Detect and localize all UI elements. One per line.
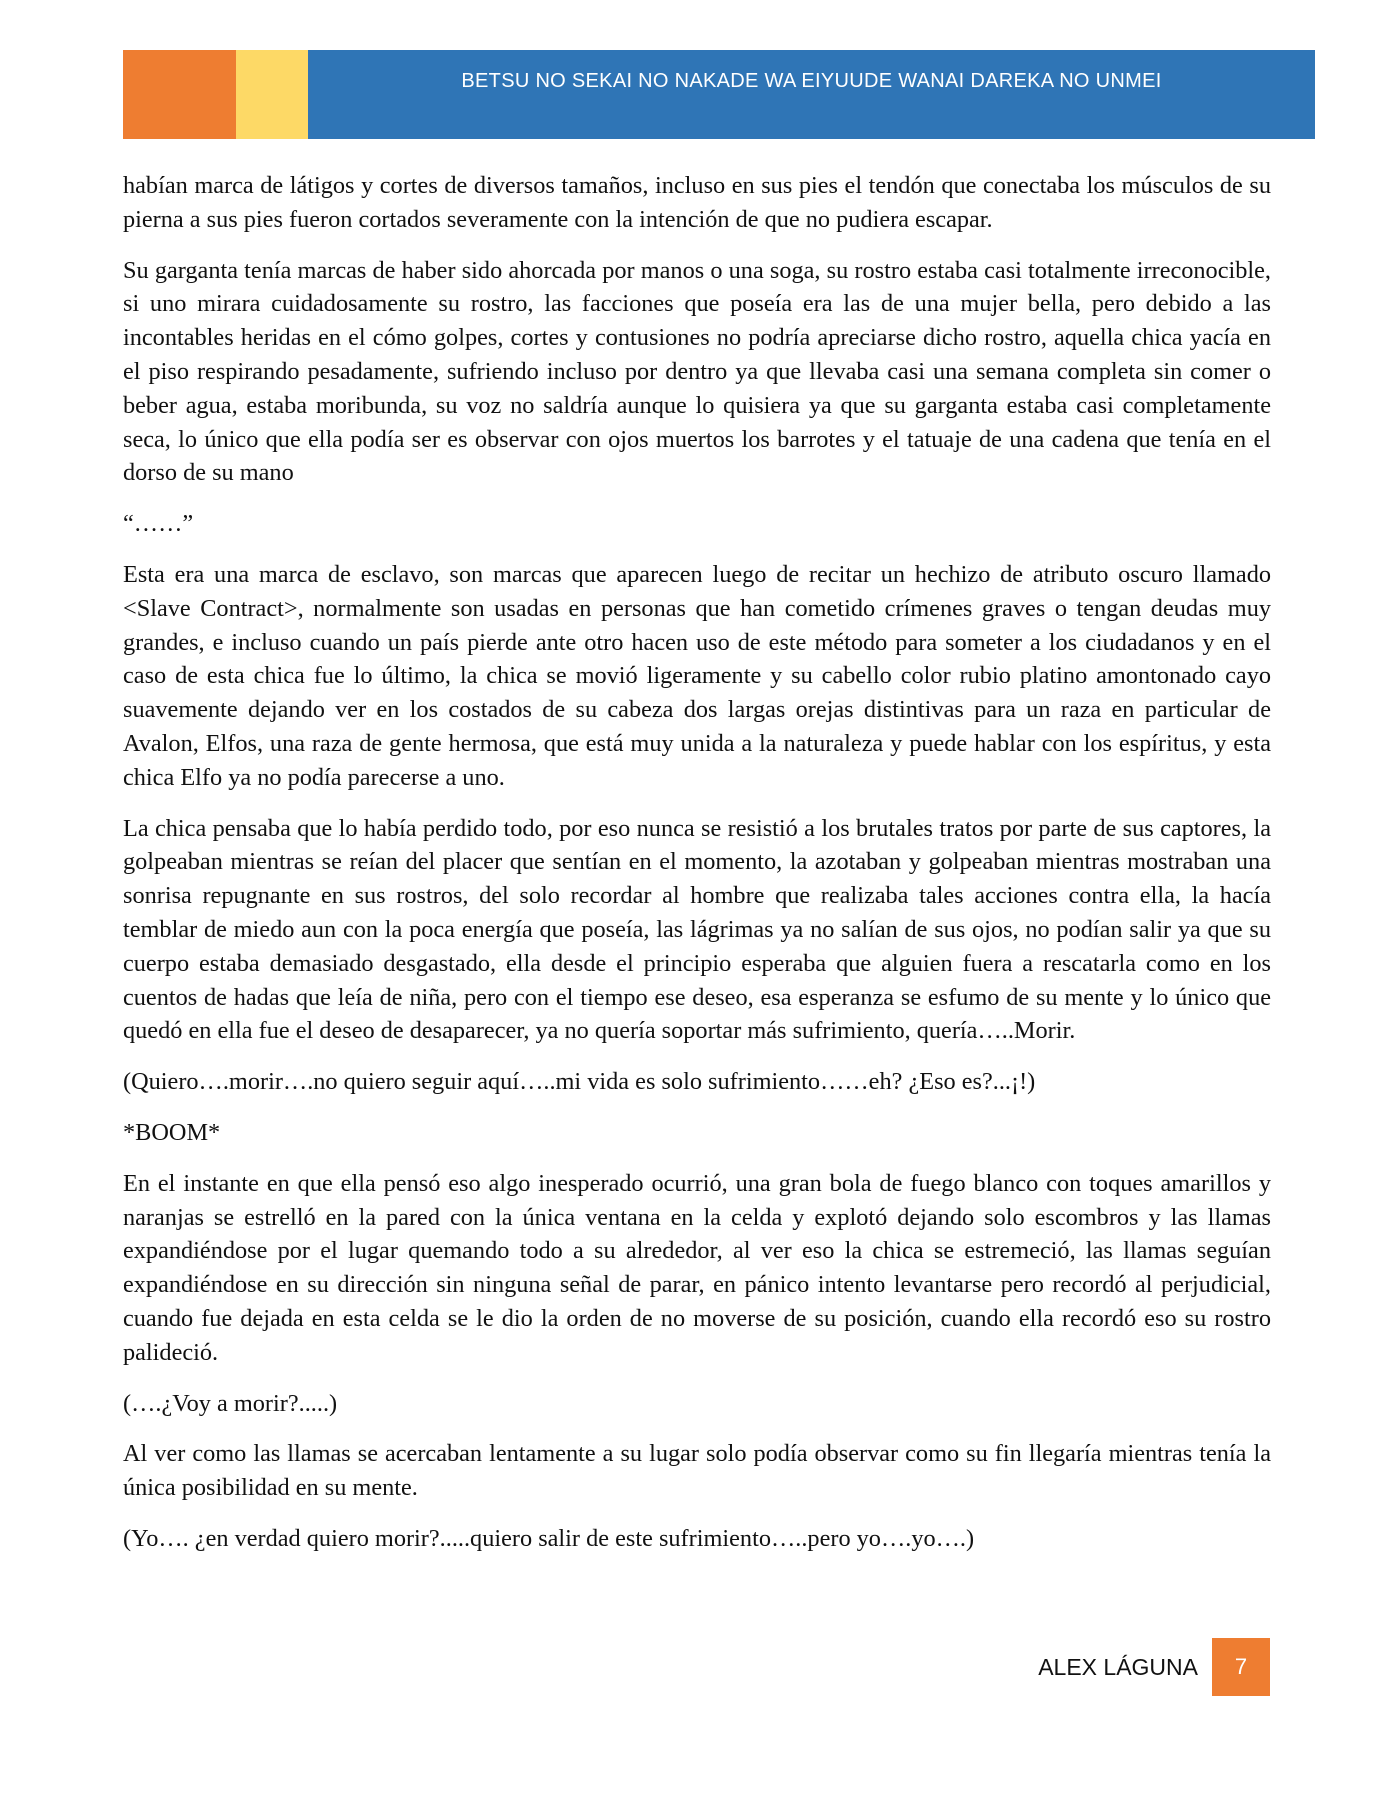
paragraph: Esta era una marca de esclavo, son marcas que aparecen luego de recitar un hechizo de atributo oscuro llamado <Slave Contract>, normalmente son usadas en personas que han cometido crímenes graves o tengan deudas muy grandes, e incluso cuando un país pierde ante otro hacen uso de este método para someter a los ciudadanos y en el caso de esta chica fue lo último, la chica se movió ligeramente y su cabello color rubio platino amontonado cayo suavemente dejando ver en los costados de su cabeza dos largas orejas distintivas para un raza en particular de Avalon, Elfos, una raza de gente hermosa, que está muy unida a la naturaleza y puede hablar con los espíritus, y esta chica Elfo ya no podía parecerse a uno. xyxy=(123,560,1271,791)
paragraph: *BOOM* xyxy=(123,1118,221,1146)
paragraph: (Quiero….morir….no quiero seguir aquí…..mi vida es solo sufrimiento……eh? ¿Eso es?...¡!) xyxy=(123,1068,1036,1096)
paragraph: “……” xyxy=(123,510,194,538)
paragraph: La chica pensaba que lo había perdido todo, por eso nunca se resistió a los brutales tratos por parte de sus captores, la golpeaban mientras se reían del placer que sentían en el momento, la azotaban y golpeaban mientras mostraban una sonrisa repugnante en sus rostros, del solo recordar al hombre que realizaba tales acciones contra ella, la hacía temblar de miedo aun con la poca energía que poseía, las lágrimas ya no salían de sus ojos, no podían salir ya que su cuerpo estaba demasiado desgastado, ella desde el principio esperaba que alguien fuera a rescatarla como en los cuentos de hadas que leía de niña, pero con el tiempo ese deseo, esa esperanza se esfumo de su mente y lo único que quedó en ella fue el deseo de desaparecer, ya no quería soportar más sufrimiento, quería…..Morir. xyxy=(123,814,1271,1045)
paragraph: habían marca de látigos y cortes de diversos tamaños, incluso en sus pies el tendón que conectaba los músculos de su pierna a sus pies fueron cortados severamente con la intención de que no pudiera escapar. xyxy=(123,172,1271,233)
page-number: 7 xyxy=(1212,1638,1270,1696)
header-yellow-block xyxy=(236,50,308,139)
paragraph: En el instante en que ella pensó eso algo inesperado ocurrió, una gran bola de fuego blanco con toques amarillos y naranjas se estrelló en la pared con la única ventana en la celda y explotó dejando solo escombros y las llamas expandiéndose por el lugar quemando todo a su alrededor, al ver eso la chica se estremeció, las llamas seguían expandiéndose en su dirección sin ninguna señal de parar, en pánico intento levantarse pero recordó al perjudicial, cuando fue dejada en esta celda se le dio la orden de no moverse de su posición, cuando ella recordó eso su rostro palideció. xyxy=(123,1169,1271,1366)
header-orange-block xyxy=(123,50,236,139)
page-header xyxy=(123,50,1315,139)
header-title: BETSU NO SEKAI NO NAKADE WA EIYUUDE WANAI DAREKA NO UNMEI xyxy=(461,70,1162,92)
paragraph: Al ver como las llamas se acercaban lentamente a su lugar solo podía observar como su fin llegaría mientras tenía la única posibilidad en su mente. xyxy=(123,1440,1271,1502)
author-name: ALEX LÁGUNA xyxy=(1038,1653,1198,1680)
paragraph: (….¿Voy a morir?.....) xyxy=(123,1389,338,1417)
paragraph: Su garganta tenía marcas de haber sido ahorcada por manos o una soga, su rostro estaba casi totalmente irreconocible, si uno mirara cuidadosamente su rostro, las facciones que poseía era las de una mujer bella, pero debido a las incontables heridas en el cómo golpes, cortes y contusiones no podría apreciarse dicho rostro, aquella chica yacía en el piso respirando pesadamente, sufriendo incluso por dentro ya que llevaba casi una semana completa sin comer o beber agua, estaba moribunda, su voz no saldría aunque lo quisiera ya que su garganta estaba casi completamente seca, lo único que ella podía ser es observar con ojos muertos los barrotes y el tatuaje de una cadena que tenía en el dorso de su mano xyxy=(123,256,1271,487)
header-title-bar xyxy=(308,50,1315,139)
page-body xyxy=(123,169,1271,1573)
paragraph: (Yo…. ¿en verdad quiero morir?.....quiero salir de este sufrimiento…..pero yo….yo….) xyxy=(123,1524,975,1552)
page-footer xyxy=(1038,1638,1270,1696)
